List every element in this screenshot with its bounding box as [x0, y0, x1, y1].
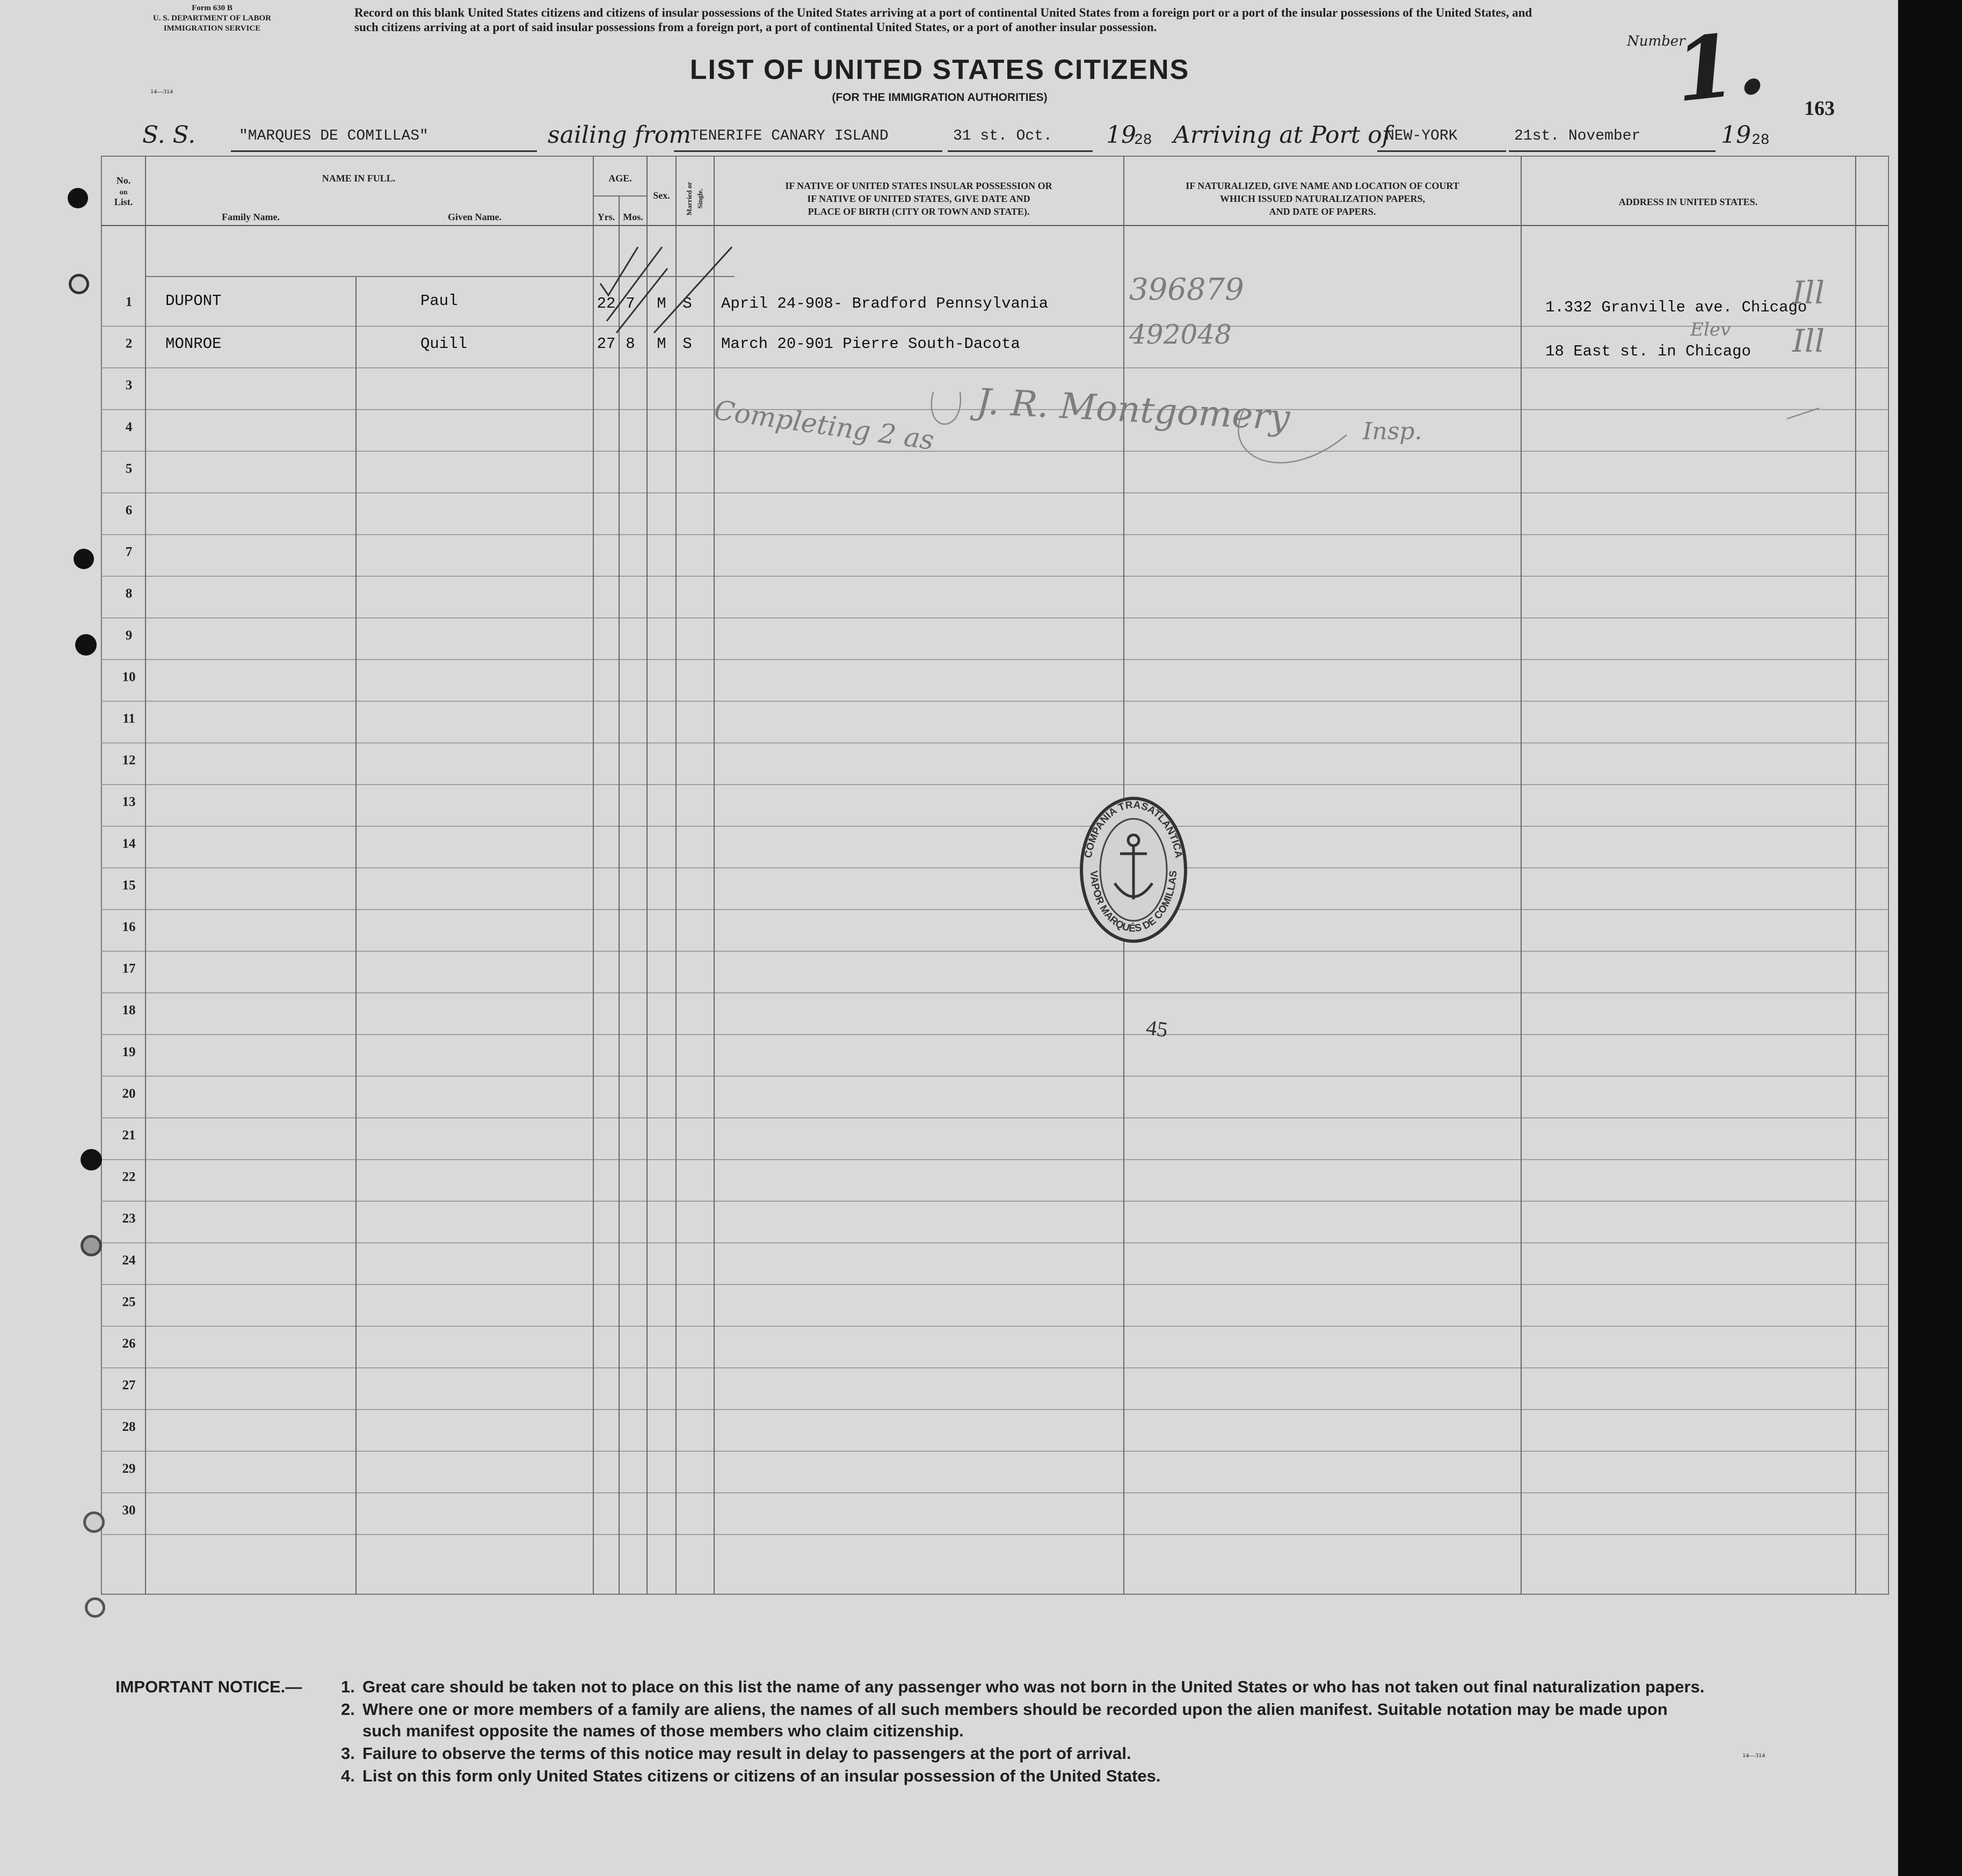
line-number: 24 — [122, 1253, 136, 1268]
row-2-family-name: MONROE — [165, 335, 222, 353]
binder-hole — [68, 188, 88, 208]
line-number: 23 — [122, 1211, 136, 1226]
line-number: 12 — [122, 753, 136, 768]
row-2-sex: M — [657, 335, 666, 353]
departure-date: 31 st. Oct. — [953, 128, 1052, 144]
line-number: 9 — [125, 628, 133, 643]
sailing-from-port: TENERIFE CANARY ISLAND — [690, 128, 889, 144]
manifest-table — [101, 156, 1889, 1595]
line-number: 21 — [122, 1128, 136, 1143]
inspector-signature: J. R. Montgomery — [976, 381, 1291, 439]
line-number: 3 — [125, 378, 133, 393]
number-label: Number — [1627, 33, 1685, 49]
company-stamp — [1081, 798, 1186, 941]
row-1-naturalization-number: 396879 — [1129, 272, 1244, 307]
line-number: 18 — [122, 1003, 136, 1018]
line-number: 13 — [122, 795, 136, 810]
arriving-label: Arriving at Port of — [1173, 121, 1391, 149]
header-single: Single. — [696, 188, 704, 209]
departure-year-prefix: 19 — [1106, 121, 1136, 149]
form-instructions: Record on this blank United States citizens and citizens of insular possessions of the United States arriving at a port of continental United States from a foreign port or a port of the insular possessions of the United States, and such citizens arriving at a port of said insular possessions from a foreign port, a port of continental United States, or a port of another insular possession. — [354, 6, 1532, 34]
binder-hole — [83, 1511, 105, 1533]
departure-year: 28 — [1134, 132, 1152, 149]
header-no: No. — [116, 175, 131, 186]
form-code: 14—314 — [150, 88, 173, 95]
binder-hole — [81, 1149, 102, 1170]
notice-code: 14—314 — [1742, 1751, 1765, 1759]
sheet-mark: 45 — [1144, 1015, 1169, 1042]
line-number: 22 — [122, 1169, 136, 1184]
row-1-given-name: Paul — [420, 292, 458, 310]
row-1-sex: M — [657, 295, 666, 312]
check-marks — [600, 247, 732, 333]
line-number: 30 — [122, 1503, 136, 1518]
line-number: 14 — [122, 836, 136, 851]
line-number: 1 — [125, 295, 133, 309]
departure-date-rule — [948, 150, 1093, 152]
row-1-marital: S — [682, 295, 692, 312]
header-birth-line-3: PLACE OF BIRTH (CITY OR TOWN AND STATE). — [808, 206, 1030, 217]
form-identifier — [148, 3, 277, 34]
sailing-from-rule — [674, 150, 942, 152]
arrival-date-rule — [1509, 150, 1716, 152]
binder-hole — [69, 274, 89, 294]
scan-edge — [1898, 0, 1962, 1876]
row-1-birth: April 24-908- Bradford Pennsylvania — [721, 295, 1049, 312]
header-sex: Sex. — [653, 190, 670, 201]
line-number: 7 — [125, 544, 133, 559]
notice-item: 4. List on this form only United States citizens or citizens of an insular possession of the United States. — [341, 1766, 1161, 1785]
row-2-given-name: Quill — [420, 335, 468, 353]
row-2-birth: March 20-901 Pierre South-Dacota — [721, 335, 1020, 353]
completion-annotation: Completing 2 as — [712, 394, 936, 456]
header-list: List. — [114, 197, 133, 207]
row-2-address-state: Ill — [1792, 323, 1825, 359]
line-number: 16 — [122, 920, 136, 934]
row-1-age-years: 22 — [597, 295, 616, 312]
line-number: 28 — [122, 1420, 136, 1435]
header-birth-line-2: IF NATIVE OF UNITED STATES, GIVE DATE AND — [807, 193, 1030, 204]
binder-hole — [74, 549, 94, 569]
row-2-age-years: 27 — [597, 335, 616, 353]
line-number: 8 — [125, 586, 133, 601]
header-mos: Mos. — [623, 212, 643, 222]
page-number: 163 — [1804, 97, 1835, 120]
binder-hole — [85, 1597, 105, 1618]
line-number: 27 — [122, 1378, 136, 1393]
header-married: Married or — [685, 181, 693, 216]
line-number: 26 — [122, 1336, 136, 1351]
header-yrs: Yrs. — [597, 212, 615, 222]
voyage-line — [0, 119, 1898, 157]
sailing-from-label: sailing from — [548, 121, 692, 149]
arrival-year: 28 — [1752, 132, 1770, 149]
service-name: IMMIGRATION SERVICE — [163, 24, 261, 33]
list-number-handwritten: 1. — [1670, 11, 1770, 122]
row-2-address-insert: Elev — [1690, 319, 1731, 340]
header-age: AGE. — [608, 173, 632, 184]
line-number: 2 — [125, 336, 133, 351]
row-1-address-state: Ill — [1792, 274, 1825, 311]
row-1-family-name: DUPONT — [165, 292, 222, 310]
inspector-title: Insp. — [1363, 418, 1422, 445]
arrival-year-prefix: 19 — [1721, 121, 1751, 149]
table-ruling — [101, 156, 1889, 1595]
row-2-age-months: 8 — [626, 335, 635, 353]
header-naturalized-line-2: WHICH ISSUED NATURALIZATION PAPERS, — [1219, 193, 1426, 204]
arrival-date: 21st. November — [1514, 128, 1641, 144]
department-name: U. S. DEPARTMENT OF LABOR — [152, 14, 272, 23]
row-2-naturalization-number: 492048 — [1129, 319, 1232, 350]
row-2-marital: S — [682, 335, 692, 353]
header-birth-line-1: IF NATIVE OF UNITED STATES INSULAR POSSESSION OR — [785, 180, 1052, 191]
ship-name-rule — [231, 150, 537, 152]
line-number: 10 — [122, 670, 136, 685]
header-given-name: Given Name. — [448, 212, 502, 222]
arrival-port-rule — [1377, 150, 1506, 152]
line-number-column — [122, 295, 136, 1517]
notice-lead: IMPORTANT NOTICE.— — [115, 1677, 302, 1696]
stamp-top-text: COMPAÑIA TRASATLANTICA — [1082, 799, 1185, 859]
header-family-name: Family Name. — [222, 212, 280, 222]
line-number: 25 — [122, 1295, 136, 1310]
line-number: 11 — [122, 711, 135, 726]
header-on: on — [119, 188, 128, 197]
line-number: 4 — [125, 419, 133, 434]
row-2-address: 18 East st. in Chicago — [1545, 343, 1751, 360]
ss-label: S. S. — [142, 121, 196, 149]
form-number: Form 630 B — [192, 4, 232, 12]
row-rules — [101, 326, 1889, 1535]
page-subtitle: (FOR THE IMMIGRATION AUTHORITIES) — [832, 91, 1048, 104]
notice-item: 1. Great care should be taken not to place on this list the name of any passenger who was not born in the United States or who has not taken out final naturalization papers. — [341, 1677, 1705, 1696]
notice-item: 2. Where one or more members of a family are aliens, the names of all such members should be recorded upon the alien manifest. Suitable notation may be made upon such manifest opposite the names of those members who claim citizenship. — [341, 1700, 1668, 1740]
line-number: 15 — [122, 878, 136, 893]
line-number: 5 — [125, 461, 133, 476]
binder-hole — [81, 1235, 102, 1256]
line-number: 6 — [125, 503, 133, 518]
header-name-in-full: NAME IN FULL. — [322, 173, 396, 184]
line-number: 20 — [122, 1086, 136, 1101]
stamp-bottom-text: VAPOR MARQUÉS DE COMILLAS — [1087, 870, 1180, 935]
line-number: 29 — [122, 1461, 136, 1476]
binder-hole — [75, 634, 97, 656]
header-naturalized-line-3: AND DATE OF PAPERS. — [1269, 206, 1376, 217]
line-number: 17 — [122, 961, 136, 976]
page-title: LIST OF UNITED STATES CITIZENS — [689, 54, 1190, 85]
ship-name: "MARQUES DE COMILLAS" — [239, 128, 428, 144]
header-naturalized-line-1: IF NATURALIZED, GIVE NAME AND LOCATION OF COURT — [1186, 180, 1459, 191]
notice-item: 3. Failure to observe the terms of this notice may result in delay to passengers at the port of arrival. — [341, 1744, 1131, 1763]
notice-list — [341, 1676, 1930, 1788]
column-rules — [146, 156, 1856, 1595]
row-1-age-months: 7 — [626, 295, 635, 312]
header-address: ADDRESS IN UNITED STATES. — [1618, 197, 1758, 207]
line-number: 19 — [122, 1044, 136, 1059]
row-1-address: 1.332 Granville ave. Chicago — [1545, 299, 1807, 316]
arrival-port: NEW-YORK — [1385, 128, 1458, 144]
